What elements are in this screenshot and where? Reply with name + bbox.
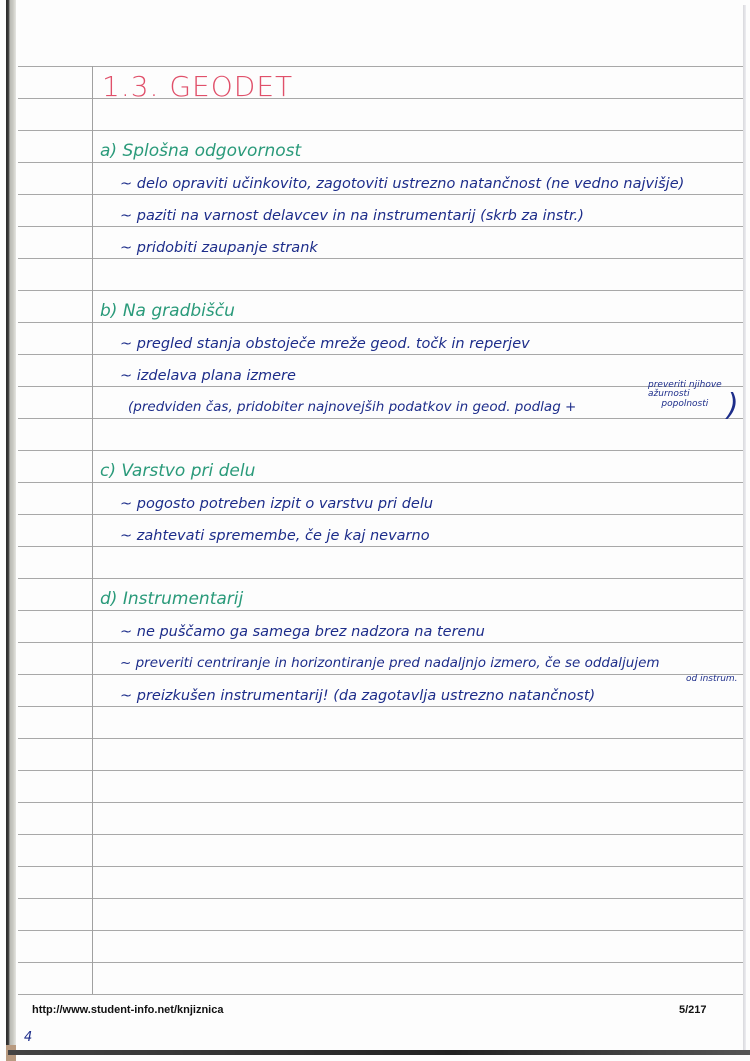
list-item: ~ preveriti centriranje in horizontiranje pred nadaljnjo izmero, če se oddaljujem <box>120 655 660 671</box>
rule-line <box>18 482 743 483</box>
rule-line <box>18 450 743 451</box>
list-item: ~ paziti na varnost delavcev in na instrumentarij (skrb za instr.) <box>120 208 584 224</box>
section-heading-d: d) Instrumentarij <box>100 589 244 609</box>
list-item: (predviden čas, pridobiter najnovejših podatkov in geod. podlag + <box>128 399 577 415</box>
binding-edge <box>6 0 16 1045</box>
note-line: popolnosti <box>661 398 709 409</box>
section-heading-b: b) Na gradbišču <box>100 301 235 321</box>
rule-line <box>18 418 743 419</box>
rule-line <box>18 322 743 323</box>
rule-line <box>18 514 743 515</box>
margin-note <box>648 381 722 409</box>
rule-line <box>18 866 743 867</box>
margin-line <box>92 66 93 994</box>
rule-line <box>18 642 743 643</box>
rule-line <box>18 66 743 67</box>
margin-note: od instrum. <box>686 674 738 684</box>
list-item: ~ delo opraviti učinkovito, zagotoviti ustrezno natančnost (ne vedno najvišje) <box>120 176 685 192</box>
rule-line <box>18 258 743 259</box>
note-line: preveriti njihove <box>648 380 722 390</box>
note-line: ažurnosti <box>648 389 690 400</box>
list-item: ~ pregled stanja obstoječe mreže geod. točk in reperjev <box>120 336 530 352</box>
page-title: 1.3. GEODET <box>102 70 294 103</box>
rule-line <box>18 226 743 227</box>
page-right-edge <box>743 5 746 1050</box>
rule-line <box>18 130 743 131</box>
footer-url: http://www.student-info.net/knjiznica <box>32 1004 224 1016</box>
rule-line <box>18 290 743 291</box>
rule-line <box>18 706 743 707</box>
closing-parenthesis: ) <box>727 388 739 423</box>
rule-line <box>18 610 743 611</box>
section-heading-a: a) Splošna odgovornost <box>100 141 302 161</box>
list-item: ~ izdelava plana izmere <box>120 368 296 384</box>
list-item: ~ preizkušen instrumentarij! (da zagotavlja ustrezno natančnost) <box>120 688 596 704</box>
rule-line <box>18 962 743 963</box>
footer-page-number: 5/217 <box>679 1004 707 1016</box>
rule-line <box>18 994 743 995</box>
rule-line <box>18 578 743 579</box>
rule-line <box>18 546 743 547</box>
handwritten-page-number: 4 <box>24 1030 33 1045</box>
list-item: ~ zahtevati spremembe, če je kaj nevarno <box>120 528 430 544</box>
rule-line <box>18 738 743 739</box>
rule-line <box>18 386 743 387</box>
list-item: ~ pogosto potreben izpit o varstvu pri delu <box>120 496 434 512</box>
rule-line <box>18 802 743 803</box>
rule-line <box>18 674 743 675</box>
rule-line <box>18 354 743 355</box>
rule-line <box>18 770 743 771</box>
rule-line <box>18 834 743 835</box>
rule-line <box>18 898 743 899</box>
list-item: ~ pridobiti zaupanje strank <box>120 240 318 256</box>
rule-line <box>18 162 743 163</box>
list-item: ~ ne puščamo ga samega brez nadzora na terenu <box>120 624 485 640</box>
rule-line <box>18 194 743 195</box>
rule-line <box>18 930 743 931</box>
section-heading-c: c) Varstvo pri delu <box>100 461 256 481</box>
page-bottom-edge <box>8 1050 750 1055</box>
